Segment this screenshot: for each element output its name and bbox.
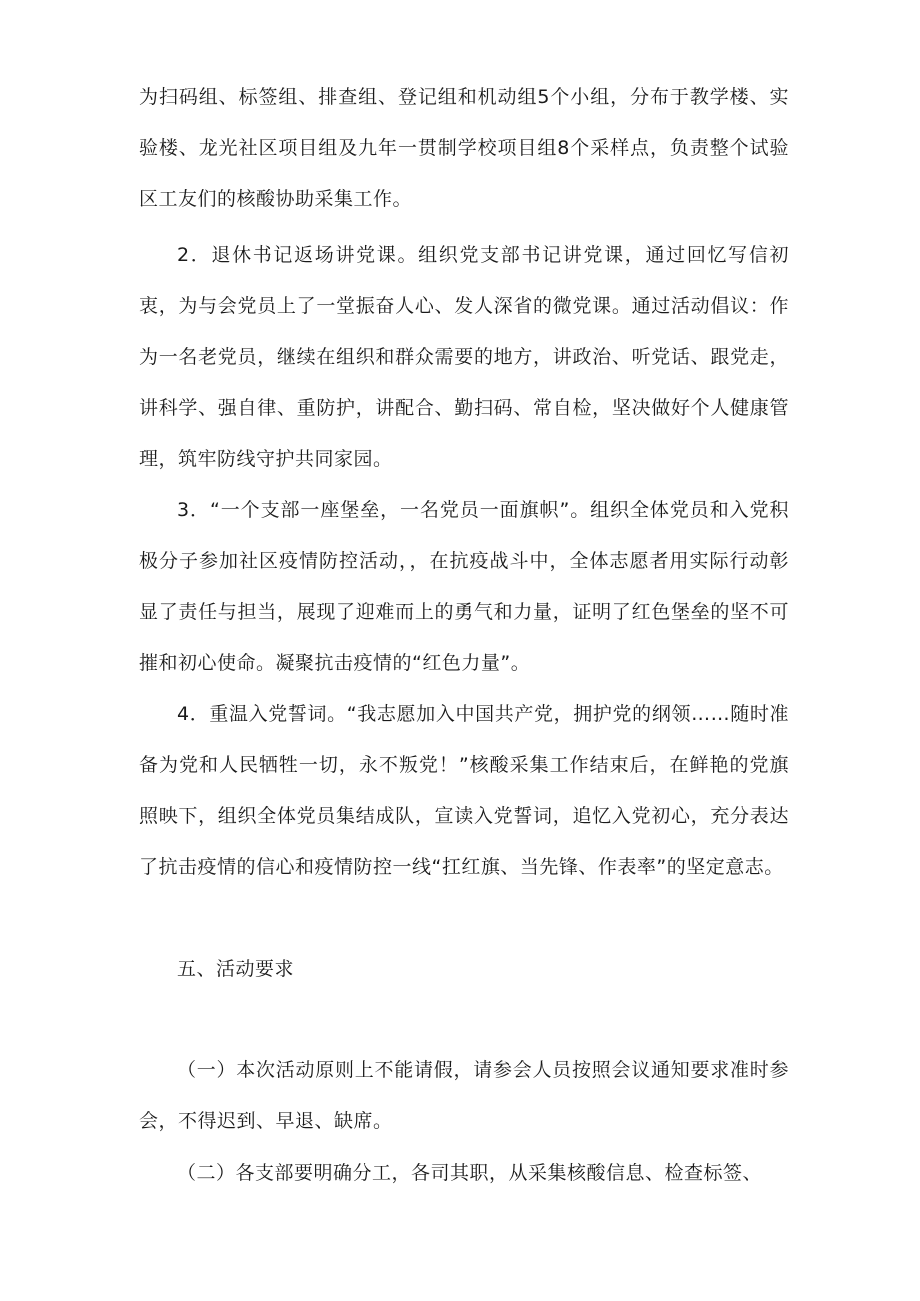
paragraph-red-fortress: 3．“一个支部一座堡垒，一名党员一面旗帜”。组织全体党员和入党积极分子参加社区疫情防控活动，，在抗疫战斗中，全体志愿者用实际行动彰显了责任与担当，展现了迎难而上的勇气和力量，证明了红色堡垒的坚不可摧和初心使命。凝聚抗击疫情的“红色力量”。 — [139, 499, 789, 674]
paragraph-party-oath: 4．重温入党誓词。“我志愿加入中国共产党，拥护党的纲领……随时准备为党和人民牺牲一切，永不叛党！”核酸采集工作结束后，在鲜艳的党旗照映下，组织全体党员集结成队，宣读入党誓词，追忆入党初心，充分表达了抗击疫情的信心和疫情防控一线“扛红旗、当先锋、作表率”的坚定意志。 — [139, 703, 789, 878]
section-heading-activity-requirements: 五、活动要求 — [177, 958, 295, 980]
paragraph-requirement-2: （二）各支部要明确分工，各司其职，从采集核酸信息、检查标签、 — [177, 1162, 763, 1184]
paragraph-sampling-groups: 为扫码组、标签组、排查组、登记组和机动组5个小组，分布于教学楼、实验楼、龙光社区项目组及九年一贯制学校项目组8个采样点，负责整个试验区工友们的核酸协助采集工作。 — [139, 86, 789, 210]
paragraph-party-lecture: 2．退休书记返场讲党课。组织党支部书记讲党课，通过回忆写信初衷，为与会党员上了一堂振奋人心、发人深省的微党课。通过活动倡议：作为一名老党员，继续在组织和群众需要的地方，讲政治、听党话、跟党走，讲科学、强自律、重防护，讲配合、勤扫码、常自检，坚决做好个人健康管理，筑牢防线守护共同家园。 — [139, 244, 789, 470]
paragraph-requirement-1: （一）本次活动原则上不能请假，请参会人员按照会议通知要求准时参会，不得迟到、早退、缺席。 — [139, 1059, 789, 1132]
